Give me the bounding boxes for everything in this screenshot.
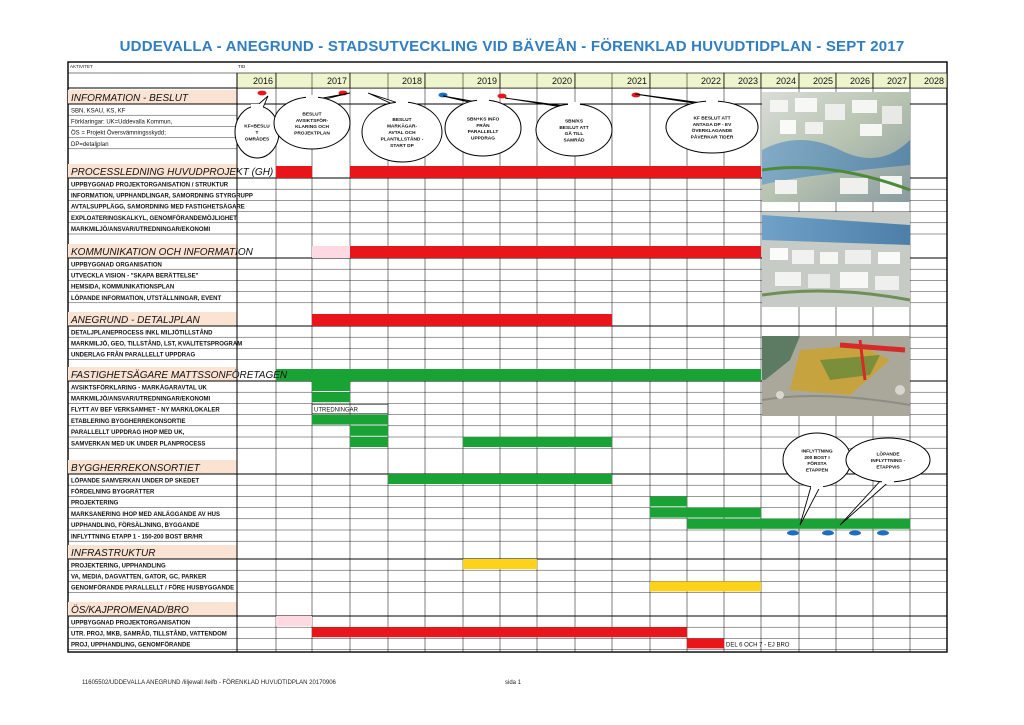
bubble-text: 200 BOST I [804,455,830,461]
bubble-joint [306,95,318,103]
bar-kommunikation-pink [312,246,350,258]
row-label: GENOMFÖRANDE PARALLELLT / FÖRE HUSBYGGANDE [71,585,235,592]
speech-bubble [783,433,851,525]
section-title: ANEGRUND - DETALJPLAN [71,315,200,326]
bubble-text: SBN/KS [564,119,584,125]
bubble-text: OMRÅDES [244,137,270,143]
bubble-text: KLARING OCH [295,125,329,131]
row-label: SBN, KSAU, KS, KF [71,108,126,115]
bubble-text: AVTAL OCH [388,131,416,136]
row-label: UPPBYGGNAD PROJEKTORGANISATION [71,620,191,627]
bubble-text: AVSIKTSFÖR- [295,118,329,124]
bar-etablering [312,415,388,425]
bubble-text: PLANTILLSTÅND - [380,137,424,143]
row-label: UPPBYGGNAD PROJEKTORGANISATION / STRUKTUR [71,182,229,189]
footer-doc-ref: 11605502/UDDEVALLA ANEGRUND /liljewall /leifb - FÖRENKLAD HUVUDTIDPLAN 20170906 [82,680,336,686]
activity-header-label: AKTIVITET [70,64,93,69]
bar-samverkan-b [463,437,612,447]
row-label: VA, MEDIA, DAGVATTEN, GATOR, GC, PARKER [71,574,207,581]
bar-upphandling [687,519,910,529]
page-title: UDDEVALLA - ANEGRUND - STADSUTVECKLING VID BÄVEÅN - FÖRENKLAD HUVUDTIDPLAN - SEPT 2017 [119,38,905,55]
row-label: DP=detaljplan [71,141,109,148]
bubble-text: INFLYTTNING [801,449,833,455]
row-label: UPPHANDLING, FÖRSÄLJNING, BYGGANDE [71,523,200,530]
bubble-text: ETAPPVIS [876,465,900,471]
bubble-text: BESLUT [302,112,322,118]
row-label: LÖPANDE INFORMATION, UTSTÄLLNINGAR, EVENT [71,295,222,302]
bar-os-utr [312,627,687,637]
bubble-text: BESLUT [392,118,412,124]
section-title: INFORMATION - BESLUT [71,93,189,104]
year-label-2021: 2021 [626,76,647,86]
row-label: AVSIKTSFÖRKLARING - MARKÄGARAVTAL UK [71,385,207,392]
row-label: AVTALSUPPLÄGG, SAMORDNING MED FASTIGHETSÄGARE [71,204,245,211]
year-label-2028: 2028 [923,76,944,86]
year-label-2027: 2027 [886,76,907,86]
bubble-text: KF BESLUT ATT [693,116,731,122]
bar-fastighetsagare [276,369,761,381]
row-label: SAMVERKAN MED UK UNDER PLANPROCESS [71,441,206,448]
row-label: UPPBYGGNAD ORGANISATION [71,262,162,269]
bubble-text: UPPDRAG [471,136,495,142]
row-label: HEMSIDA, KOMMUNIKATIONSPLAN [71,284,175,291]
bubble-text: BESLUT ATT [559,125,589,131]
site-render-image [762,212,910,307]
bubble-text: ANTAGA DP - EV [692,122,732,128]
row-label: INFLYTTNING ETAPP 1 - 150-200 BOST BR/HR [71,534,203,541]
speech-bubble [635,94,758,153]
year-label-2018: 2018 [401,76,422,86]
bubble-joint [568,102,580,110]
bubble-text: LÖPANDE [876,452,900,458]
row-label: EXPLOATERINGSKALKYL, GENOMFÖRANDEMÖJLIGHET [71,215,237,222]
move-in-marker [877,531,889,536]
row-label: Förklaringar: UK=Uddevalla Kommun, [71,119,173,126]
bubble-text: ETAPPEN [805,468,829,474]
row-label: PARALLELLT UPPDRAG IHOP MED UK, [71,430,185,437]
move-in-marker [787,531,799,536]
bubble-joint [811,481,823,489]
bubble-text: GÅ TILL [564,132,584,138]
bar-kommunikation [350,246,761,258]
project-images [762,92,910,416]
bubble-text: SAMRÅD [563,138,585,144]
year-label-2023: 2023 [737,76,758,86]
bubble-text: ÖVERKLAGANDE [691,129,733,135]
row-label: MARKMILJÖ/ANSVAR/UTREDNINGAR/EKONOMI [71,227,211,234]
year-label-2026: 2026 [849,76,870,86]
row-label: DETALJPLANEPROCESS INKL MILJÖTILLSTÅND [71,330,213,337]
year-label-2017: 2017 [326,76,347,86]
row-label: FLYTT AV BEF VERKSAMHET - NY MARK/LOKALER [71,407,220,414]
bubble-text: INFLYTTNING - [870,459,906,464]
bubble-text: PROJEKTPLAN [294,131,330,137]
bubble-text: SBN+KS INFO [466,117,500,123]
row-label: MARKSANERING IHOP MED ANLÄGGANDE AV HUS [71,511,221,518]
row-label: UNDERLAG FRÅN PARALLELLT UPPDRAG [71,352,196,359]
bar-marksanering [650,508,761,518]
row-label: LÖPANDE SAMVERKAN UNDER DP SKEDET [71,478,200,485]
bar-samverkan-a [350,437,388,447]
section-title: PROCESSLEDNING HUVUDPROJEKT (GH) [71,167,274,178]
bubble-text: PÅVERKAR TIDER [690,135,734,141]
bar-os-proj [687,638,724,648]
bubble-joint [251,104,263,112]
row-label: MARKMILJÖ, GEO, TILLSTÅND, LST, KVALITETSPROGRAM [71,341,243,348]
bar-os-uppbyggnad [276,616,312,626]
section-title: FASTIGHETSÄGARE MATTSSONFÖRETAGEN [71,370,288,381]
bubble-text: START DP [390,143,414,149]
row-label: PROJEKTERING, UPPHANDLING [71,563,166,570]
bubble-joint [882,476,894,484]
utredningar-annotation: UTREDNINGAR [314,407,359,414]
row-label: ETABLERING BYGGHERREKONSORTIE [71,418,186,425]
row-label: MARKMILJÖ/ANSVAR/UTREDNINGAR/EKONOMI [71,396,211,403]
row-label: FÖRDELNING BYGGRÄTTER [71,489,155,496]
aerial-render-image [762,92,910,202]
year-label-2024: 2024 [775,76,796,86]
bubble-text: MARKÄGAR- [386,124,418,130]
speech-bubble [840,438,930,525]
bar-infra-projektering [463,559,537,569]
section-title: INFRASTRUKTUR [71,548,156,559]
bar-anegrund-dp [312,314,612,326]
bar-processledning-a [276,166,312,178]
row-label: PROJEKTERING [71,500,119,507]
footer-page-number: sida 1 [505,680,522,686]
row-label: UTVECKLA VISION - "SKAPA BERÄTTELSE" [71,273,199,280]
bar-lopande-samverkan [388,474,612,484]
row-label: ÖS = Projekt Översvämningsskydd; [71,130,166,137]
decision-marker [258,91,267,96]
year-label-2020: 2020 [551,76,572,86]
section-title: ÖS/KAJPROMENAD/BRO [71,605,189,616]
row-label: PROJ, UPPHANDLING, GENOMFÖRANDE [71,642,191,649]
bubble-joint [706,99,718,107]
bubble-text: FÖRSTA [807,462,827,468]
bar-markmiljo [312,392,350,402]
bubble-joint [396,100,408,108]
section-title: BYGGHERREKONSORTIET [71,463,200,474]
row-label: INFORMATION, UPPHANDLINGAR, SAMORDNING STYRGRUPP [71,193,253,200]
bubble-joint [477,98,489,106]
move-in-marker [849,531,861,536]
bubble-text: KF=BESLU [244,124,270,130]
row-label: UTR. PROJ, MKB, SAMRÅD, TILLSTÅND, VATTENDOM [71,631,227,638]
bar-avsiktsforklaring [312,381,350,391]
bubble-text: FRÅN [476,123,490,129]
time-header-label: TID [238,64,246,69]
year-label-2016: 2016 [252,76,273,86]
bar-processledning-b [350,166,761,178]
del-annotation: DEL 6 OCH 7 - EJ BRO [726,642,790,649]
bar-parallellt [350,426,388,436]
speech-bubble [443,96,521,156]
area-map-image [762,336,910,416]
bar-projektering-a [650,496,687,506]
speech-bubble [235,96,279,158]
bubble-text: PARALLELLT [467,130,499,136]
year-label-2025: 2025 [812,76,833,86]
year-label-2022: 2022 [700,76,721,86]
bubble-text: T [255,131,259,136]
move-in-marker [822,531,834,536]
speech-bubble [362,93,442,162]
section-title: KOMMUNIKATION OCH INFORMATION [71,247,253,258]
bar-infra-genomforande [650,581,761,591]
year-label-2019: 2019 [476,76,497,86]
speech-bubble [274,93,350,149]
